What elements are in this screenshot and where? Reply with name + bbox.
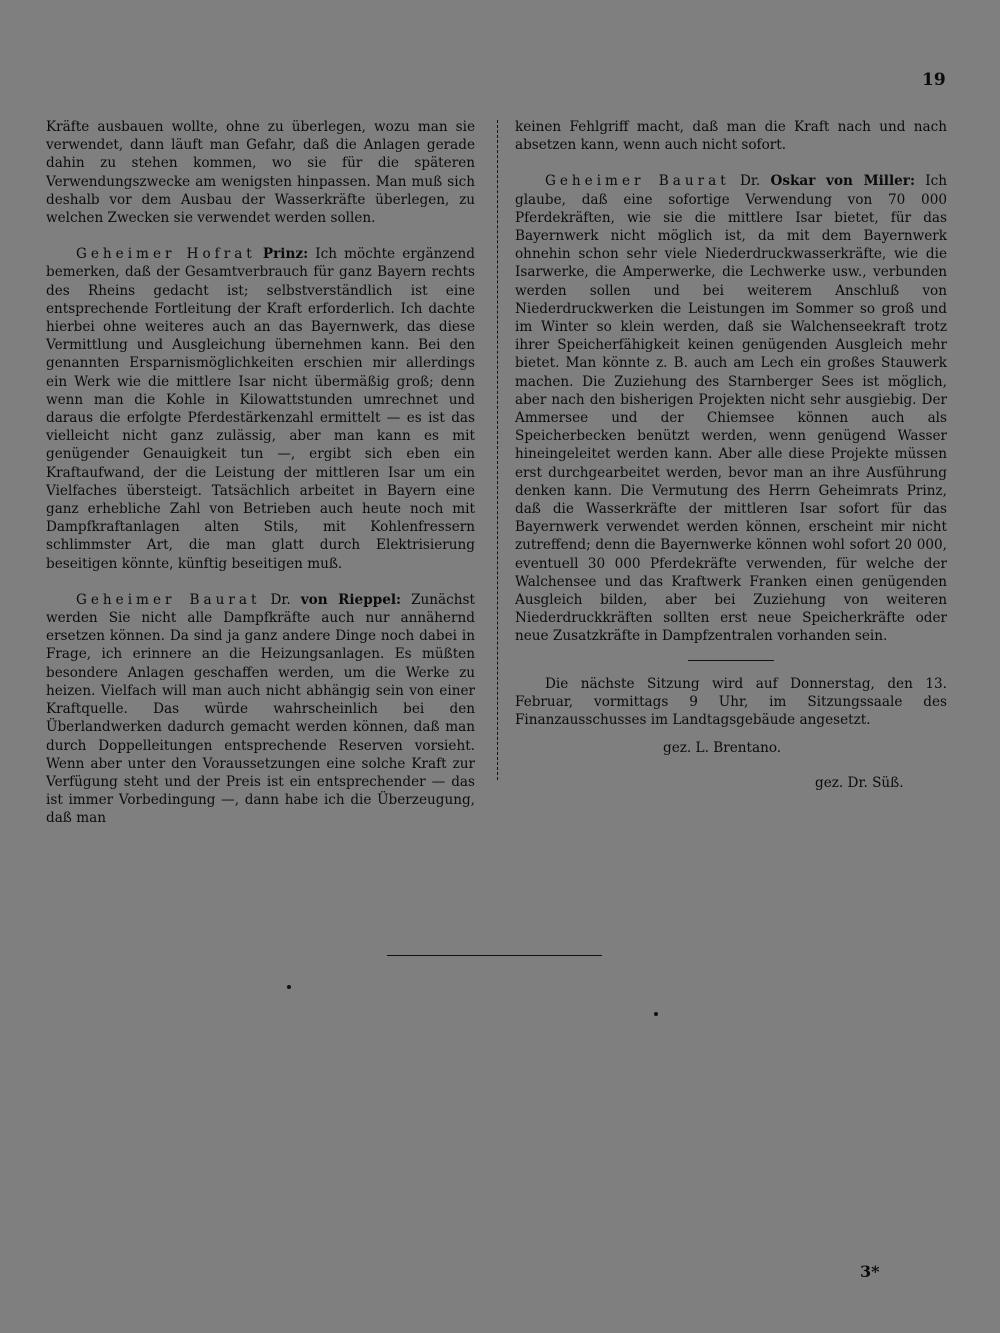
paragraph-gap bbox=[46, 227, 475, 245]
right-column bbox=[515, 118, 947, 792]
column-divider bbox=[497, 120, 498, 780]
speaker-name: von Rieppel: bbox=[300, 591, 402, 608]
signature-brentano: gez. L. Brentano. bbox=[663, 740, 782, 757]
speaker-title: Geheimer Hofrat bbox=[76, 246, 256, 263]
speaker-title: Geheimer Baurat bbox=[545, 173, 730, 190]
speech-text: Ich glaube, daß eine sofortige Verwendung von 70 000 Pferdekräften, wie sie die mittlere Isar bietet, für das Bayernwerk nicht möglich ist, da mit dem Bayernwerk ohnehin schon sehr viele Niederdruckwasserkräfte, wie die Isarwerke, die Amperwerke, die Lechwerke usw., verbunden werden sollen und bei weiterem Anschluß von Niederdruckwerken die Leistungen im Sommer so groß und im Winter so klein werden, daß sie Walchenseekraft trotz ihrer Speicherfähigkeit keinen genügenden Ausgleich mehr bietet. Man könnte z. B. auch am Lech ein großes Stauwerk machen. Die Zuziehung des Starnberger Sees ist möglich, aber nach den bisherigen Projekten nicht sehr ausgiebig. Der Ammersee und der Chiemsee können auch als Speicherbecken benützt werden, wenn genügend Wasser hineingeleitet werden kann. Aber alle diese Projekte müssen erst durchgearbeitet werden, bevor man an ihre Ausführung denken kann. Die Vermutung des Herrn Geheimrats Prinz, daß die Wasserkräfte der mittleren Isar sofort für das Bayernwerk verwendet werden können, erscheint mir nicht zutreffend; denn die Bayernwerke können wohl sofort 20 000, eventuell 30 000 Pferdekräfte verwenden, für welche der Walchensee und das Kraftwerk Franken einen genügenden Ausgleich bilden, aber bei Zuziehung von weiteren Niederdruckkräften sollten erst neue Speicherkräfte oder neue Zusatzkräfte in Dampfzentralen vorhanden sein. bbox=[515, 173, 947, 645]
next-session-note: Die nächste Sitzung wird auf Donnerstag, den 13. Februar, vormittags 9 Uhr, im Sitzungssaale des Finanzausschusses im Landtagsgebäude angesetzt. bbox=[515, 675, 947, 729]
print-speck bbox=[287, 985, 291, 989]
end-rule bbox=[387, 955, 602, 956]
speech-prinz bbox=[46, 245, 475, 573]
speech-rieppel bbox=[46, 591, 475, 828]
speaker-degree: Dr. bbox=[270, 591, 291, 608]
speaker-title: Geheimer Baurat bbox=[76, 591, 261, 608]
paragraph-gap bbox=[46, 573, 475, 591]
signature-suess: gez. Dr. Süß. bbox=[815, 774, 904, 791]
speech-miller bbox=[515, 172, 947, 645]
paragraph-continuation: keinen Fehlgriff macht, daß man die Kraft nach und nach absetzen kann, wenn auch nicht sofort. bbox=[515, 119, 947, 154]
print-speck bbox=[654, 1012, 658, 1016]
speech-text: Ich möchte ergänzend bemerken, daß der Gesamtverbrauch für ganz Bayern rechts des Rheins gedacht ist; selbstverständlich ist eine entsprechende Fortleitung der Kraft erforderlich. Ich dachte hierbei ohne weiteres auch an das Bayernwerk, das diese Vermittlung und Ausgleichung übernehmen kann. Bei den genannten Ersparnismöglichkeiten erschien mir allerdings ein Werk wie die mittlere Isar nicht übermäßig groß; denn wenn man die Kohle in Kilowattstunden umrechnet und daraus die erfolgte Pferdestärkenzahl ermittelt — es ist das vielleicht nicht ganz zulässig, aber man kann es mit genügender Genauigkeit tun —, ergibt sich eben ein Kraftaufwand, der die Leistung der mittleren Isar um ein Vielfaches übersteigt. Tatsächlich arbeitet in Bayern eine ganz erhebliche Zahl von Betrieben auch heute noch mit Dampfkraftanlagen alten Stils, mit Kohlenfressern schlimmster Art, die man glatt durch Elektrisierung beseitigen könnte, künftig beseitigen muß. bbox=[46, 246, 475, 572]
speaker-name: Prinz: bbox=[262, 246, 309, 263]
speaker-degree: Dr. bbox=[739, 173, 761, 190]
left-column bbox=[46, 118, 475, 828]
speaker-name: Oskar von Miller: bbox=[770, 173, 915, 190]
paragraph-continuation: Kräfte ausbauen wollte, ohne zu überlegen, wozu man sie verwendet, dann läuft man Gefahr, daß die Anlagen gerade dahin zu stehen kommen, wo sie für die späteren Verwendungszwecke am wenigsten hinpassen. Man muß sich deshalb vor dem Ausbau der Wasserkräfte überlegen, zu welchen Zwecken sie verwendet werden sollen. bbox=[46, 119, 475, 227]
speech-text: Zunächst werden Sie nicht alle Dampfkräfte auch nur annähernd ersetzen können. Da sind ja ganz andere Dinge noch dabei in Frage, ich erinnere an die Heizungsanlagen. Es müßten besondere Anlagen geschaffen werden, um die Werke zu heizen. Vielfach will man auch nicht abhängig sein von einer Kraftquelle. Das würde wahrscheinlich bei den Überlandwerken dadurch gemacht werden können, daß man durch Doppelleitungen entsprechende Reserven vorsieht. Wenn aber unter den Voraussetzungen eine solche Kraft zur Verfügung steht und der Preis ist ein entsprechender — das ist immer Vorbedingung —, dann habe ich die Überzeugung, daß man bbox=[46, 591, 475, 827]
sheet-signature-mark: 3* bbox=[860, 1262, 880, 1281]
page-number: 19 bbox=[922, 70, 946, 90]
section-rule bbox=[688, 660, 774, 661]
paragraph-gap bbox=[515, 154, 947, 172]
